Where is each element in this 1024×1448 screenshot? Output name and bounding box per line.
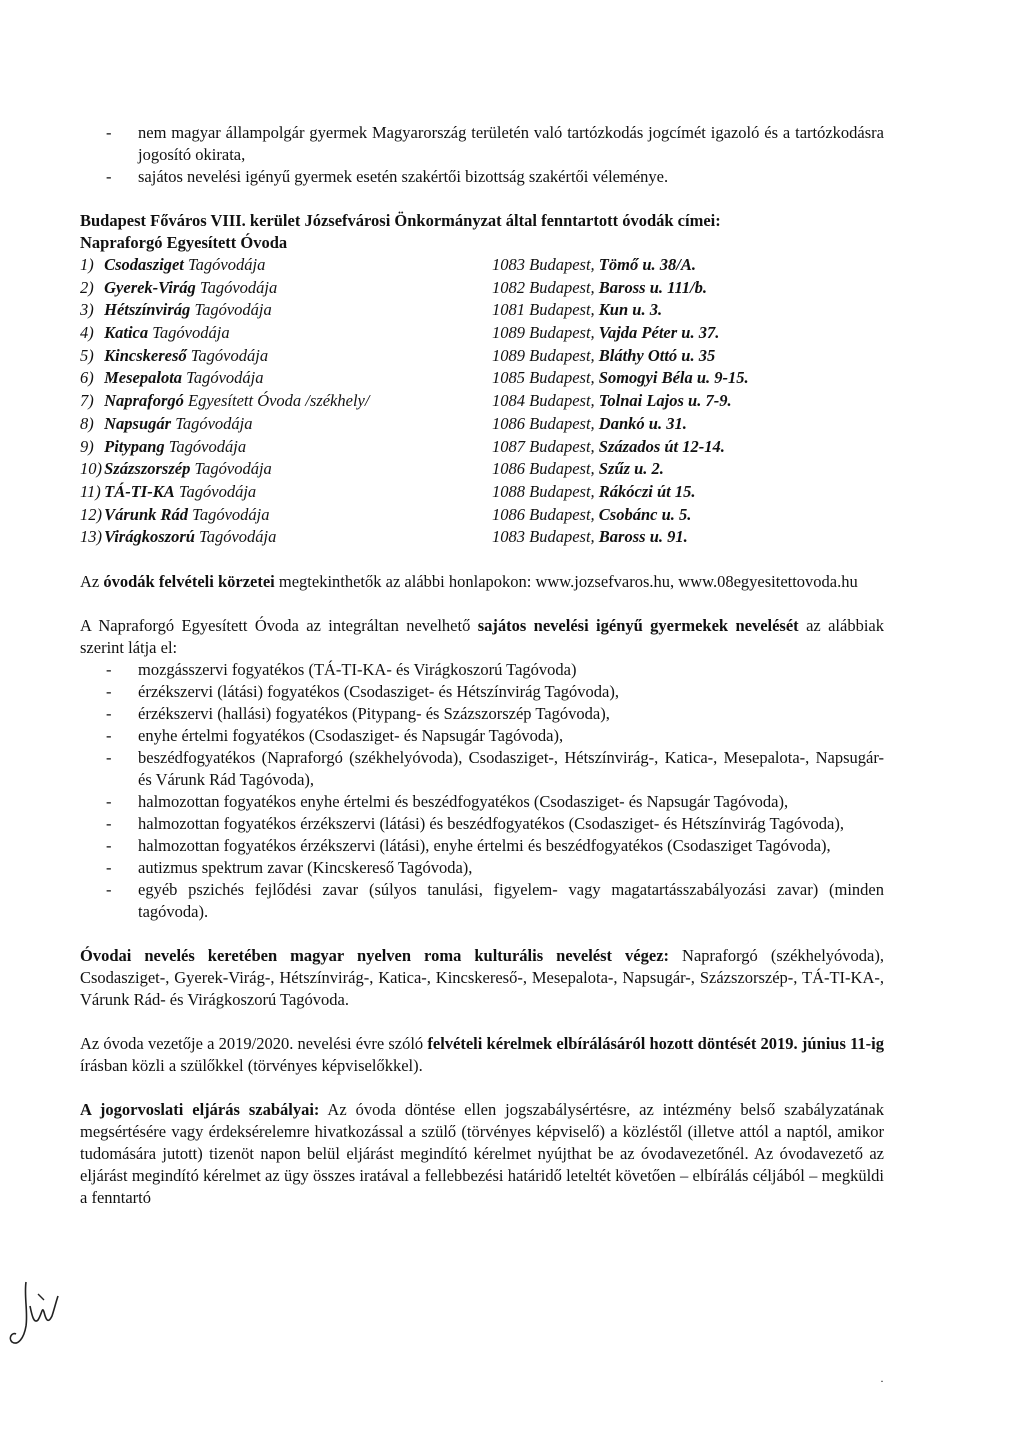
remedy-post: Az óvoda döntése ellen jogszabálysértésre, az intézmény belső szabályzatának megsértésére vagy érdeksérelemre hivatkozással a szülő (törvényes képviselő) a közléstől (illetve attól a naptól, amikor tudomására jutott) tizenöt napon belül eljárást megindító kérelmet nyújthat be az óvodavezetőnél. Az óvodavezető az eljárást megindító kérelmet az ügy összes iratával a fellebbezési határidő leteltét követően – elbírálás céljából – megküldi a fenntartó xyxy=(80,1099,884,1207)
kindergarten-suffix: Tagóvodája xyxy=(182,368,264,388)
kindergarten-name: Mesepalota xyxy=(104,368,183,388)
kindergarten-street: Tolnai Lajos u. 7-9. xyxy=(598,391,732,411)
kindergarten-number: 9) xyxy=(80,436,94,456)
kindergarten-name: Hétszínvirág xyxy=(104,300,191,320)
kindergarten-number: 6) xyxy=(80,368,94,388)
kindergarten-name-cell xyxy=(80,277,492,300)
sni-bold: sajátos nevelési igényű gyermekek nevelését xyxy=(477,615,799,635)
districts-paragraph xyxy=(80,571,884,593)
sni-list xyxy=(80,659,884,923)
kindergarten-name-cell xyxy=(80,436,492,459)
kindergarten-row xyxy=(80,322,884,345)
sni-item: - mozgásszervi fogyatékos (TÁ-TI-KA- és Virágkoszorú Tagóvoda) xyxy=(80,659,884,681)
decision-bold: felvételi kérelmek elbírálásáról hozott döntését 2019. június 11-ig xyxy=(427,1033,884,1053)
kindergarten-name-cell xyxy=(80,254,492,277)
kindergarten-row xyxy=(80,436,884,459)
decision-post: írásban közli a szülőkkel (törvényes képviselőkkel). xyxy=(80,1055,423,1075)
kindergarten-suffix: Tagóvodája xyxy=(194,527,277,547)
kindergarten-city: 1083 Budapest, xyxy=(492,255,599,274)
kindergarten-street: Százados út 12-14. xyxy=(598,436,725,456)
kindergarten-suffix: Tagóvodája xyxy=(174,481,257,501)
kindergarten-street: Dankó u. 31. xyxy=(598,413,687,433)
kindergarten-city: 1089 Budapest, xyxy=(492,323,599,343)
kindergarten-name: Katica xyxy=(104,323,149,343)
kindergarten-name-cell xyxy=(80,413,492,436)
kindergarten-city: 1086 Budapest, xyxy=(492,504,599,524)
kindergarten-name: Napraforgó xyxy=(104,391,184,411)
kindergarten-address xyxy=(492,277,707,300)
kindergarten-address xyxy=(492,526,688,549)
kindergarten-street: Somogyi Béla u. 9-15. xyxy=(598,368,749,388)
kindergarten-city: 1088 Budapest, xyxy=(492,481,599,501)
districts-bold: óvodák felvételi körzetei xyxy=(103,571,275,591)
sni-item: - egyéb pszichés fejlődési zavar (súlyos tanulási, figyelem- vagy magatartásszabályozási zavar) (minden tagóvoda). xyxy=(80,879,884,923)
kindergarten-street: Bláthy Ottó u. 35 xyxy=(598,345,716,365)
sni-item: - enyhe értelmi fogyatékos (Csodasziget- és Napsugár Tagóvoda), xyxy=(80,725,884,747)
kindergarten-row xyxy=(80,367,884,390)
kindergarten-name-cell xyxy=(80,504,492,527)
intro-item: - nem magyar állampolgár gyermek Magyarország területén való tartózkodás jogcímét igazoló és a tartózkodásra jogosító okirata, xyxy=(80,122,884,166)
kindergarten-number: 11) xyxy=(80,481,101,501)
kindergarten-name-cell xyxy=(80,299,492,322)
kindergarten-number: 5) xyxy=(80,345,94,365)
kindergarten-name: Napsugár xyxy=(104,413,172,433)
kindergarten-city: 1082 Budapest, xyxy=(492,277,599,297)
kindergarten-suffix: Tagóvodája xyxy=(148,323,230,343)
kindergarten-street: Rákóczi út 15. xyxy=(598,481,696,501)
kindergarten-name: Virágkoszorú xyxy=(104,527,195,547)
kindergarten-number: 2) xyxy=(80,277,94,297)
kindergarten-row xyxy=(80,345,884,368)
remedy-paragraph xyxy=(80,1099,884,1209)
kindergarten-name: Gyerek-Virág xyxy=(104,277,196,297)
kindergarten-city: 1084 Budapest, xyxy=(492,391,599,411)
sni-item: - beszédfogyatékos (Napraforgó (székhelyóvoda), Csodasziget-, Hétszínvirág-, Katica-, Mesepalota-, Napsugár- és Várunk Rád Tagóvoda), xyxy=(80,747,884,791)
roma-post: Napraforgó (székhelyóvoda), Csodasziget-, Gyerek-Virág-, Hétszínvirág-, Katica-, Kincskereső-, Mesepalota-, Napsugár-, Százszorszép-, TÁ-TI-KA-, Várunk Rád- és Virágkoszorú Tagóvoda. xyxy=(80,945,884,1009)
kindergarten-row xyxy=(80,413,884,436)
decision-pre: Az óvoda vezetője a 2019/2020. nevelési évre szóló xyxy=(80,1033,428,1053)
kindergarten-address xyxy=(492,345,715,368)
sni-item: - halmozottan fogyatékos enyhe értelmi és beszédfogyatékos (Csodasziget- és Napsugár Tagóvoda), xyxy=(80,791,884,813)
kindergarten-list xyxy=(80,254,884,549)
kindergarten-suffix: Tagóvodája xyxy=(171,413,253,433)
sni-item: - érzékszervi (hallási) fogyatékos (Pitypang- és Százszorszép Tagóvoda), xyxy=(80,703,884,725)
kindergarten-city: 1089 Budapest, xyxy=(492,345,599,365)
kindergarten-name: Csodasziget xyxy=(104,255,184,274)
kindergarten-street: Baross u. 111/b. xyxy=(598,277,708,297)
kindergarten-street: Tömő u. 38/A. xyxy=(598,255,696,274)
kindergarten-row xyxy=(80,254,884,277)
kindergarten-name-cell xyxy=(80,458,492,481)
kindergarten-number: 4) xyxy=(80,323,94,343)
kindergarten-name-cell xyxy=(80,390,492,413)
kindergarten-row xyxy=(80,277,884,300)
kindergarten-row xyxy=(80,526,884,549)
kindergarten-number: 12) xyxy=(80,504,102,524)
kindergarten-address xyxy=(492,458,664,481)
kindergarten-street: Szűz u. 2. xyxy=(598,459,664,479)
kindergarten-street: Csobánc u. 5. xyxy=(598,504,692,524)
sni-pre: A Napraforgó Egyesített Óvoda az integráltan nevelhető xyxy=(80,615,478,635)
kindergarten-name: TÁ-TI-KA xyxy=(104,481,175,501)
org-name: Napraforgó Egyesített Óvoda xyxy=(80,233,288,252)
kindergarten-name-cell xyxy=(80,481,492,504)
kindergarten-row xyxy=(80,299,884,322)
kindergarten-name-cell xyxy=(80,526,492,549)
roma-bold: Óvodai nevelés keretében magyar nyelven roma kulturális nevelést végez: xyxy=(80,945,670,965)
kindergarten-name-cell xyxy=(80,322,492,345)
kindergarten-street: Vajda Péter u. 37. xyxy=(598,323,720,343)
kindergarten-city: 1083 Budapest, xyxy=(492,527,599,547)
kindergarten-name: Százszorszép xyxy=(104,459,191,479)
intro-item: - sajátos nevelési igényű gyermek esetén szakértői bizottság szakértői véleménye. xyxy=(80,166,884,188)
section-title: Budapest Főváros VIII. kerület Józsefvárosi Önkormányzat által fenntartott óvodák címei: xyxy=(80,211,721,230)
kindergarten-name-cell xyxy=(80,345,492,368)
kindergarten-suffix: Tagóvodája xyxy=(190,300,272,320)
kindergarten-suffix: Tagóvodája xyxy=(164,436,247,456)
kindergarten-address xyxy=(492,413,687,436)
kindergarten-number: 13) xyxy=(80,527,102,547)
kindergarten-row xyxy=(80,481,884,504)
kindergarten-address xyxy=(492,322,719,345)
kindergarten-address xyxy=(492,481,696,504)
sni-paragraph xyxy=(80,615,884,659)
kindergarten-row xyxy=(80,458,884,481)
sni-item: - halmozottan fogyatékos érzékszervi (látási), enyhe értelmi és beszédfogyatékos (Csodasziget Tagóvoda), xyxy=(80,835,884,857)
districts-post: megtekinthetők az alábbi honlapokon: www.jozsefvaros.hu, www.08egyesitettovoda.hu xyxy=(274,571,858,591)
kindergarten-city: 1085 Budapest, xyxy=(492,368,599,388)
decision-paragraph xyxy=(80,1033,884,1077)
kindergarten-number: 8) xyxy=(80,413,94,433)
kindergarten-street: Kun u. 3. xyxy=(598,300,663,320)
sni-post: az alábbiak szerint látja el: xyxy=(80,615,884,657)
kindergarten-street: Baross u. 91. xyxy=(598,527,688,547)
kindergarten-number: 3) xyxy=(80,300,94,320)
kindergarten-address xyxy=(492,367,749,390)
initials-signature-icon xyxy=(4,1276,66,1356)
remedy-bold: A jogorvoslati eljárás szabályai: xyxy=(80,1099,320,1119)
kindergarten-address xyxy=(492,436,725,459)
kindergarten-name: Várunk Rád xyxy=(104,504,189,524)
kindergarten-suffix: Tagóvodája xyxy=(195,277,278,297)
kindergarten-suffix: Tagóvodája xyxy=(183,255,266,274)
kindergarten-name-cell xyxy=(80,367,492,390)
kindergarten-address xyxy=(492,390,732,413)
kindergarten-suffix: Egyesített Óvoda /székhely/ xyxy=(183,391,370,411)
kindergarten-address xyxy=(492,299,662,322)
kindergarten-number: 7) xyxy=(80,391,94,411)
kindergarten-address xyxy=(492,254,696,277)
kindergarten-number: 1) xyxy=(80,255,94,274)
kindergarten-number: 10) xyxy=(80,459,102,479)
sni-item: - érzékszervi (látási) fogyatékos (Csodasziget- és Hétszínvirág Tagóvoda), xyxy=(80,681,884,703)
kindergarten-row xyxy=(80,390,884,413)
kindergarten-suffix: Tagóvodája xyxy=(188,504,270,524)
document-page xyxy=(80,122,884,1209)
kindergarten-city: 1086 Budapest, xyxy=(492,459,599,479)
kindergarten-name: Kincskereső xyxy=(104,345,187,365)
kindergarten-row xyxy=(80,504,884,527)
kindergarten-address xyxy=(492,504,691,527)
roma-paragraph xyxy=(80,945,884,1011)
kindergarten-suffix: Tagóvodája xyxy=(186,345,269,365)
kindergarten-city: 1081 Budapest, xyxy=(492,300,599,320)
sni-item: - halmozottan fogyatékos érzékszervi (látási) és beszédfogyatékos (Csodasziget- és Hétszínvirág Tagóvoda), xyxy=(80,813,884,835)
kindergarten-suffix: Tagóvodája xyxy=(190,459,272,479)
kindergarten-name: Pitypang xyxy=(104,436,165,456)
districts-pre: Az xyxy=(80,571,104,591)
scan-mark: · xyxy=(880,1374,884,1388)
kindergarten-city: 1087 Budapest, xyxy=(492,436,599,456)
kindergarten-city: 1086 Budapest, xyxy=(492,413,599,433)
intro-list xyxy=(80,122,884,188)
sni-item: - autizmus spektrum zavar (Kincskereső Tagóvoda), xyxy=(80,857,884,879)
